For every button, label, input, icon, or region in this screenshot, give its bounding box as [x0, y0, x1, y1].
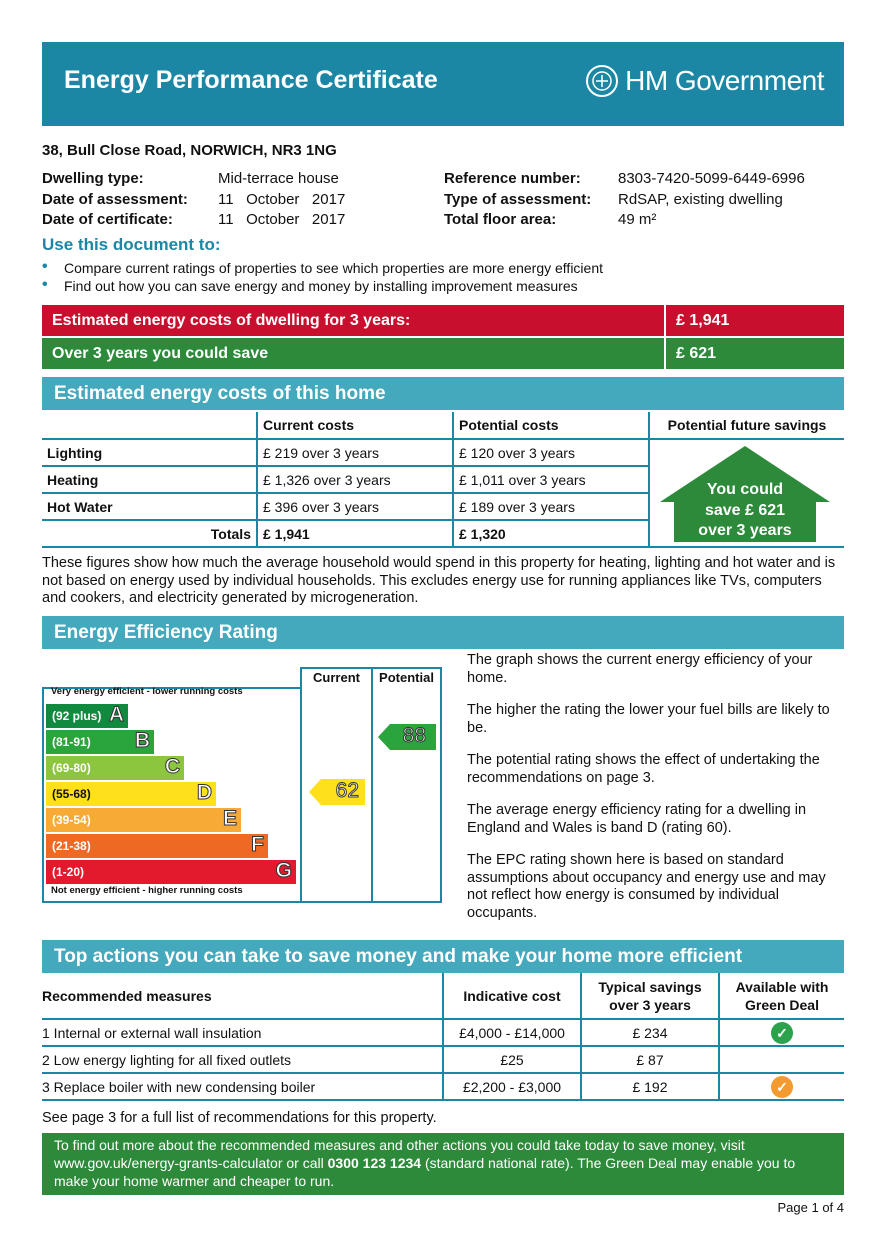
band-range: (21-38)	[52, 839, 91, 853]
reference-label: Reference number:	[444, 170, 581, 187]
hm-government-logo	[585, 64, 824, 98]
table-row	[42, 1073, 844, 1100]
page-number: Page 1 of 4	[777, 1200, 844, 1215]
footer-text: To find out more about the recommended measures and other actions you could take today to save money, visit www.gov.uk/energy-grants-calculator or call	[54, 1137, 745, 1171]
band-range: (55-68)	[52, 787, 91, 801]
rating-band-e	[46, 808, 241, 832]
row-label: Heating	[42, 466, 257, 493]
assessment-date-label: Date of assessment:	[42, 191, 188, 208]
current-column-label: Current	[313, 670, 360, 685]
measure-cell: 2 Low energy lighting for all fixed outlets	[42, 1046, 443, 1073]
totals-potential: £ 1,320	[453, 520, 649, 547]
use-document-list	[42, 260, 603, 296]
band-letter: G	[275, 859, 292, 882]
band-range: (69-80)	[52, 761, 91, 775]
potential-rating-value: 88	[402, 724, 426, 747]
saving-cell: £ 87	[581, 1046, 719, 1073]
info-right	[444, 170, 844, 231]
green-deal-check-icon: ✓	[771, 1076, 793, 1098]
row-label: Lighting	[42, 439, 257, 466]
actions-table	[42, 973, 844, 1101]
rating-section-header	[42, 616, 844, 649]
footer-text: (standard national rate). The Green Deal may enable you to make your home warmer and cheaper to run.	[54, 1155, 796, 1189]
band-letter: C	[164, 755, 180, 778]
footer-phone: 0300 123 1234	[327, 1155, 422, 1171]
floor-area-label: Total floor area:	[444, 211, 557, 228]
rating-explanation	[467, 652, 845, 937]
rating-band-g	[46, 860, 296, 884]
totals-current: £ 1,941	[257, 520, 453, 547]
header-banner	[42, 42, 844, 126]
band-letter: F	[251, 833, 264, 856]
rating-paragraph: The average energy efficiency rating for a dwelling in England and Wales is band D (rating 60).	[467, 802, 807, 836]
costs-note: These figures show how much the average household would spend in this property for heating, lighting and hot water and is not based on energy used by individual households. This excludes energy use for running appliances like TVs, computers and cookers, and electricity generated by microgeneration.	[42, 555, 836, 606]
rating-paragraph: The potential rating shows the effect of undertaking the recommendations on page 3.	[467, 752, 820, 786]
band-range: (81-91)	[52, 735, 91, 749]
rating-band-c	[46, 756, 184, 780]
rating-band-f	[46, 834, 268, 858]
current-cost-cell: £ 219 over 3 years	[257, 439, 453, 466]
costs-section-header	[42, 377, 844, 410]
costs-section-title: Estimated energy costs of this home	[54, 383, 386, 404]
potential-cost-cell: £ 189 over 3 years	[453, 493, 649, 520]
estimated-cost-value: £ 1,941	[676, 312, 730, 329]
assessment-type-label: Type of assessment:	[444, 191, 592, 208]
rating-chart	[42, 667, 442, 903]
current-cost-cell: £ 396 over 3 years	[257, 493, 453, 520]
potential-rating-arrow	[378, 724, 436, 750]
savings-value: £ 621	[676, 345, 717, 362]
header-current-costs: Current costs	[257, 412, 453, 439]
savings-bar	[42, 338, 844, 369]
reference-value: 8303-7420-5099-6449-6996	[618, 170, 805, 187]
gov-text: HM Government	[625, 65, 824, 96]
table-row	[42, 1046, 844, 1073]
savings-arrow-line: over 3 years	[698, 522, 792, 539]
band-letter: D	[196, 781, 212, 804]
use-document-heading: Use this document to:	[42, 235, 221, 254]
band-range: (1-20)	[52, 865, 85, 879]
estimated-cost-label: Estimated energy costs of dwelling for 3 years:	[52, 312, 411, 329]
list-item: • Find out how you can save energy and money by installing improvement measures	[42, 278, 603, 296]
saving-cell: £ 192	[581, 1073, 719, 1100]
footer-info-box	[42, 1133, 844, 1195]
rating-band-a	[46, 704, 128, 728]
band-letter: E	[222, 807, 237, 830]
list-item: • Compare current ratings of properties to see which properties are more energy efficient	[42, 260, 603, 278]
header-green-deal: Available with Green Deal	[719, 973, 844, 1019]
assessment-type-value: RdSAP, existing dwelling	[618, 191, 783, 208]
cost-cell: £4,000 - £14,000	[443, 1019, 581, 1046]
header-cost: Indicative cost	[443, 973, 581, 1019]
certificate-date-value: 11 October 2017	[218, 211, 346, 228]
savings-label: Over 3 years you could save	[52, 345, 269, 362]
efficient-label: Very energy efficient - lower running costs	[51, 686, 243, 697]
dwelling-type-label: Dwelling type:	[42, 170, 144, 187]
floor-area-value: 49 m²	[618, 211, 657, 228]
actions-section-header	[42, 940, 844, 973]
band-letter: A	[108, 703, 124, 726]
estimated-cost-bar	[42, 305, 844, 336]
row-label: Hot Water	[42, 493, 257, 520]
header-potential-costs: Potential costs	[453, 412, 649, 439]
measure-cell: 3 Replace boiler with new condensing boiler	[42, 1073, 443, 1100]
rating-paragraph: The EPC rating shown here is based on standard assumptions about occupancy and energy use and may not reflect how energy is consumed by individual occupants.	[467, 852, 826, 921]
property-address: 38, Bull Close Road, NORWICH, NR3 1NG	[42, 142, 337, 159]
totals-label: Totals	[42, 520, 257, 547]
inefficient-label: Not energy efficient - higher running costs	[51, 885, 243, 896]
current-rating-value: 62	[335, 779, 359, 802]
savings-arrow-line: You could	[706, 481, 784, 498]
table-row	[42, 1019, 844, 1046]
rating-paragraph: The higher the rating the lower your fuel bills are likely to be.	[467, 702, 830, 736]
current-cost-cell: £ 1,326 over 3 years	[257, 466, 453, 493]
assessment-date-value: 11 October 2017	[218, 191, 346, 208]
page-title: Energy Performance Certificate	[64, 66, 438, 94]
current-rating-arrow	[309, 779, 365, 805]
rating-band-b	[46, 730, 154, 754]
potential-column-label: Potential	[379, 670, 434, 685]
potential-cost-cell: £ 120 over 3 years	[453, 439, 649, 466]
actions-section-title: Top actions you can take to save money and make your home more efficient	[54, 946, 743, 967]
cost-cell: £25	[443, 1046, 581, 1073]
green-deal-check-icon: ✓	[771, 1022, 793, 1044]
rating-paragraph: The graph shows the current energy efficiency of your home.	[467, 652, 813, 686]
dwelling-type-value: Mid-terrace house	[218, 170, 339, 187]
info-left	[42, 170, 432, 231]
see-page-note: See page 3 for a full list of recommendations for this property.	[42, 1110, 437, 1126]
savings-arrow	[660, 446, 830, 542]
cost-cell: £2,200 - £3,000	[443, 1073, 581, 1100]
saving-cell: £ 234	[581, 1019, 719, 1046]
band-range: (92 plus)	[52, 709, 102, 723]
measure-cell: 1 Internal or external wall insulation	[42, 1019, 443, 1046]
potential-cost-cell: £ 1,011 over 3 years	[453, 466, 649, 493]
crest-icon	[585, 64, 619, 98]
rating-section-title: Energy Efficiency Rating	[54, 622, 278, 643]
certificate-date-label: Date of certificate:	[42, 211, 173, 228]
band-range: (39-54)	[52, 813, 91, 827]
rating-band-d	[46, 782, 216, 806]
savings-arrow-line: save £ 621	[704, 501, 786, 519]
header-savings: Typical savings over 3 years	[581, 973, 719, 1019]
header-measures: Recommended measures	[42, 973, 443, 1019]
band-letter: B	[134, 729, 150, 752]
header-future-savings: Potential future savings	[649, 412, 844, 439]
